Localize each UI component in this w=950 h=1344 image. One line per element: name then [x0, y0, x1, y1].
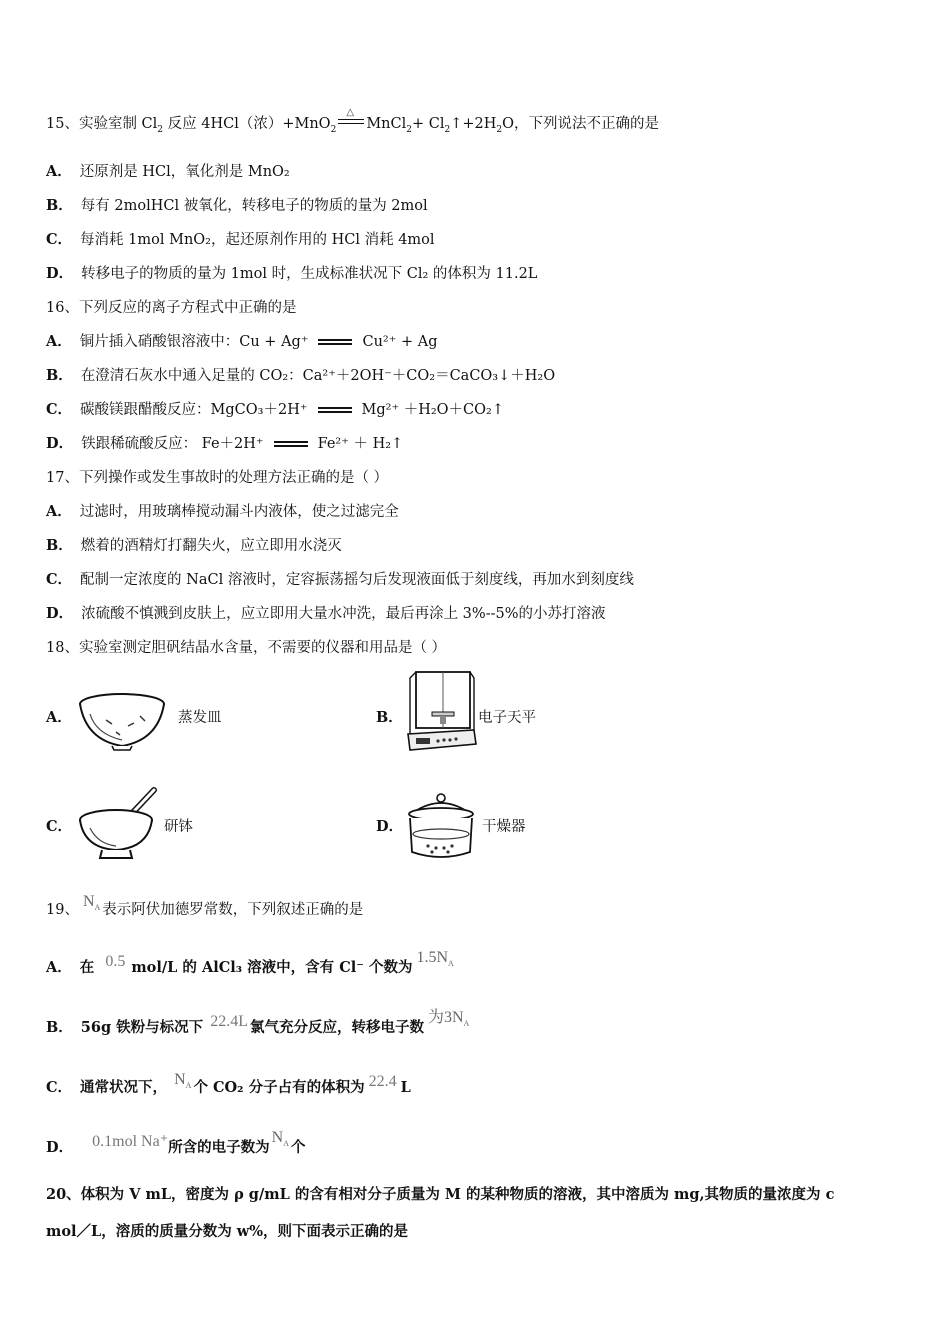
q16-option-c: C． 碳酸镁跟醋酸反应：MgCO₃＋2H⁺ Mg²⁺ ＋H₂O＋CO₂↑: [46, 401, 504, 418]
q16-option-d: D． 铁跟稀硫酸反应： Fe＋2H⁺ Fe²⁺ ＋ H₂↑: [46, 435, 404, 452]
q18-option-a-text: 蒸发皿: [178, 710, 222, 726]
q18-option-d-text: 干燥器: [482, 819, 526, 835]
q17-option-d: D． 浓硫酸不慎溅到皮肤上，应立即用大量水冲洗，最后再涂上 3%--5%的小苏打溶液: [46, 605, 606, 622]
q19-option-c: C． 通常状况下， $N_A$ 个 CO₂ 分子占有的体积为 22.4 L: [46, 1071, 411, 1096]
q20-stem-line2: mol／L，溶质的质量分数为 w%，则下面表示正确的是: [46, 1223, 409, 1240]
q18-option-c-text: 研钵: [164, 819, 193, 835]
equation-equals-sign: [318, 404, 352, 416]
mortar-pestle-icon: [76, 784, 160, 864]
desiccator-icon: [404, 792, 478, 864]
electronic-balance-icon: [406, 668, 478, 752]
q15-option-b: B． 每有 2molHCl 被氧化，转移电子的物质的量为 2mol: [46, 197, 428, 214]
q17-option-c: C． 配制一定浓度的 NaCl 溶液时，定容振荡摇匀后发现液面低于刻度线，再加水到刻度线: [46, 571, 634, 588]
q16-option-b: B． 在澄清石灰水中通入足量的 CO₂：Ca²⁺＋2OH⁻＋CO₂＝CaCO₃↓＋H₂O: [46, 367, 556, 384]
q17-stem: 17、下列操作或发生事故时的处理方法正确的是（ ）: [46, 470, 389, 486]
na-symbol: $N_A$: [82, 893, 101, 913]
q15-stem: 15、实验室制 $Cl_2$ 反应 4HCl（浓）+MnO$_2$ △ MnCl$_2$+ $Cl_2↑+2H_2O$，下列说法不正确的是: [46, 107, 659, 135]
q16-option-a: A． 铜片插入硝酸银溶液中：Cu + Ag⁺ Cu²⁺ + Ag: [46, 333, 438, 350]
q18-option-c-label: C．: [46, 818, 73, 835]
equation-equals-sign: [274, 438, 308, 450]
q18-stem: 18、实验室测定胆矾结晶水含量，不需要的仪器和用品是（ ）: [46, 640, 447, 656]
q15-option-a: A． 还原剂是 HCl，氧化剂是 MnO₂: [46, 163, 290, 180]
q20-stem-line1: 20、体积为 V mL，密度为 ρ g/mL 的含有相对分子质量为 M 的某种物质的溶液，其中溶质为 mg,其物质的量浓度为 c: [46, 1186, 835, 1203]
q17-option-b: B． 燃着的酒精灯打翻失火，应立即用水浇灭: [46, 537, 342, 554]
q19-stem: 19、 $N_A$ 表示阿伏加德罗常数，下列叙述正确的是: [46, 893, 364, 918]
q19-option-d: D． 0.1mol Na⁺所含的电子数为$N_A$ 个: [46, 1129, 306, 1156]
equation-equals-sign: [318, 336, 352, 348]
evaporating-dish-icon: [76, 690, 168, 752]
q15-option-d: D． 转移电子的物质的量为 1mol 时，生成标准状况下 Cl₂ 的体积为 11.2L: [46, 265, 538, 282]
q16-stem: 16、下列反应的离子方程式中正确的是: [46, 300, 297, 316]
q18-option-b-text: 电子天平: [478, 710, 536, 726]
q18-option-d-label: D．: [376, 818, 404, 835]
q18-option-b-label: B．: [376, 709, 403, 726]
q15-option-c: C． 每消耗 1mol MnO₂，起还原剂作用的 HCl 消耗 4mol: [46, 231, 435, 248]
q18-option-a-label: A．: [46, 709, 72, 726]
q19-option-b: B． 56g 铁粉与标况下 22.4L 氯气充分反应，转移电子数为$3N_A$: [46, 1009, 470, 1036]
heating-equals-sign: △: [338, 117, 364, 131]
q17-option-a: A． 过滤时，用玻璃棒搅动漏斗内液体，使之过滤完全: [46, 503, 399, 520]
q19-option-a: A． 在 0.5 mol/L 的 AlCl₃ 溶液中，含有 Cl⁻ 个数为$1.5N_A$: [46, 949, 454, 976]
